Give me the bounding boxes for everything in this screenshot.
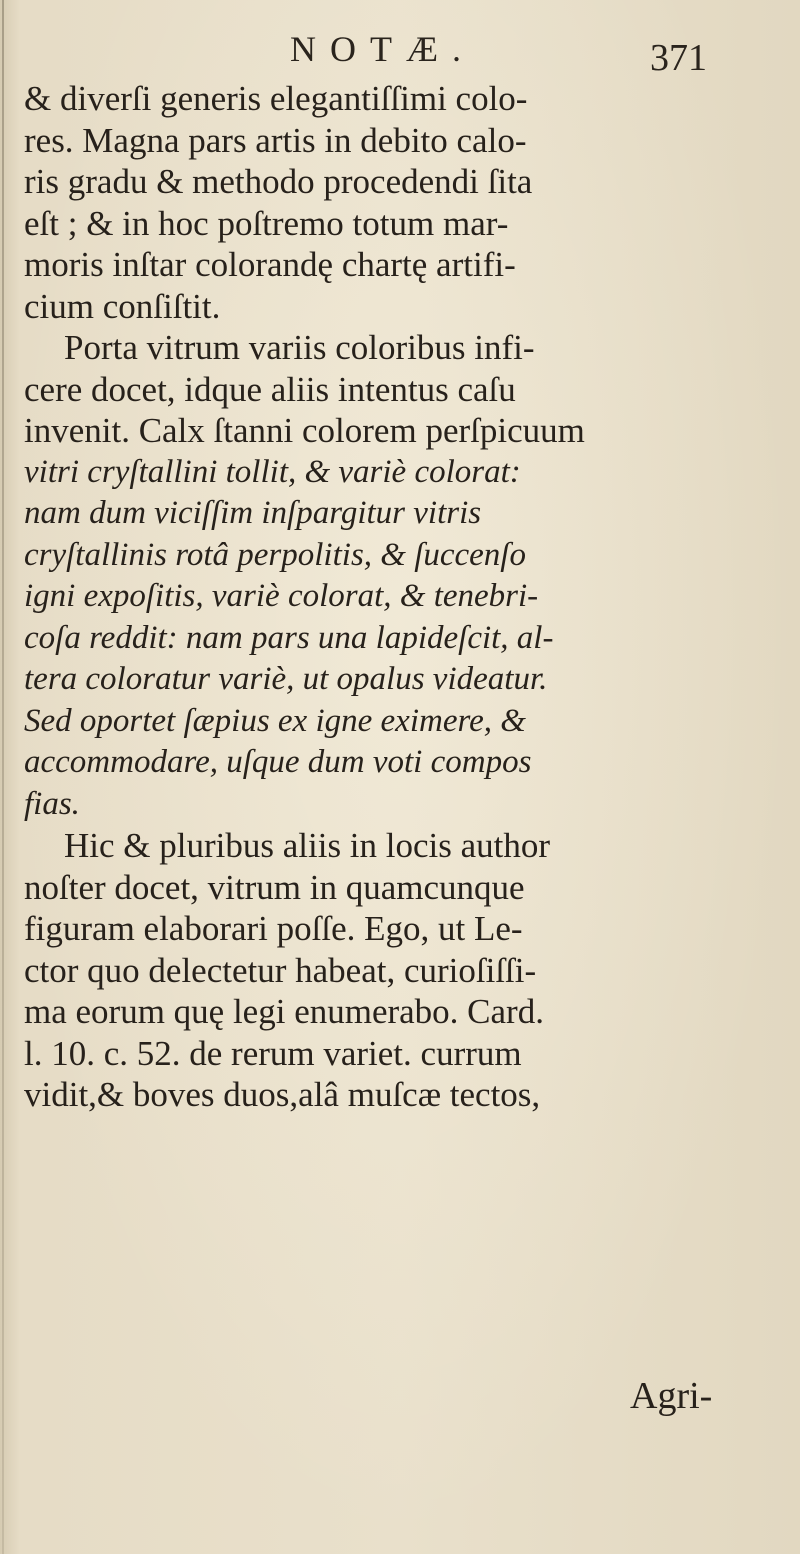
text-line: ctor quo delectetur habeat, curioſiſſi- xyxy=(24,950,537,990)
text-line: moris inſtar colorandę chartę artifi- xyxy=(24,245,516,284)
text-line: cium conſiſtit. xyxy=(24,286,221,326)
text-line: invenit. Calx ſtanni colorem perſpicuum xyxy=(24,411,585,450)
text-line: accommodare, uſque dum voti compos xyxy=(24,744,532,780)
text-line: noſter docet, vitrum in quamcunque xyxy=(24,867,525,907)
text-line: ma eorum quę legi enumerabo. Card. xyxy=(24,992,544,1031)
body-text xyxy=(24,78,794,1116)
text-line: cryſtallinis rotâ perpolitis, & ſuccenſo xyxy=(24,536,526,573)
catchword: Agri- xyxy=(630,1375,713,1417)
text-line: figuram elaborari poſſe. Ego, ut Le- xyxy=(24,909,523,948)
text-line: igni expoſitis, variè colorat, & tenebri- xyxy=(24,578,539,614)
gutter-edge xyxy=(2,0,4,1554)
text-line: coſa reddit: nam pars una lapideſcit, al- xyxy=(24,619,554,656)
text-line: nam dum viciſſim inſpargitur vitris xyxy=(24,495,482,531)
text-line: tera coloratur variè, ut opalus videatur. xyxy=(24,661,548,697)
text-line: vitri cryſtallini tollit, & variè colorat: xyxy=(24,453,521,490)
text-line: eſt ; & in hoc poſtremo totum mar- xyxy=(24,203,509,243)
page-header xyxy=(0,22,800,82)
page-number: 371 xyxy=(650,37,707,79)
text-line: res. Magna pars artis in debito calo- xyxy=(24,120,527,160)
text-line: Hic & pluribus aliis in locis author xyxy=(64,826,551,865)
text-line: fias. xyxy=(24,785,80,822)
text-line: l. 10. c. 52. de rerum variet. currum xyxy=(24,1033,522,1073)
text-line: & diverſi generis elegantiſſimi colo- xyxy=(24,79,528,118)
text-line: Sed oportet ſæpius ex igne eximere, & xyxy=(24,702,526,739)
text-line: Porta vitrum variis coloribus infi- xyxy=(64,328,535,367)
text-line: ris gradu & methodo procedendi ſita xyxy=(24,162,533,201)
text-line: cere docet, idque aliis intentus caſu xyxy=(24,369,516,409)
text-line: vidit,& boves duos,alâ muſcæ tectos, xyxy=(24,1075,541,1114)
running-head: NOTÆ. xyxy=(290,29,475,69)
